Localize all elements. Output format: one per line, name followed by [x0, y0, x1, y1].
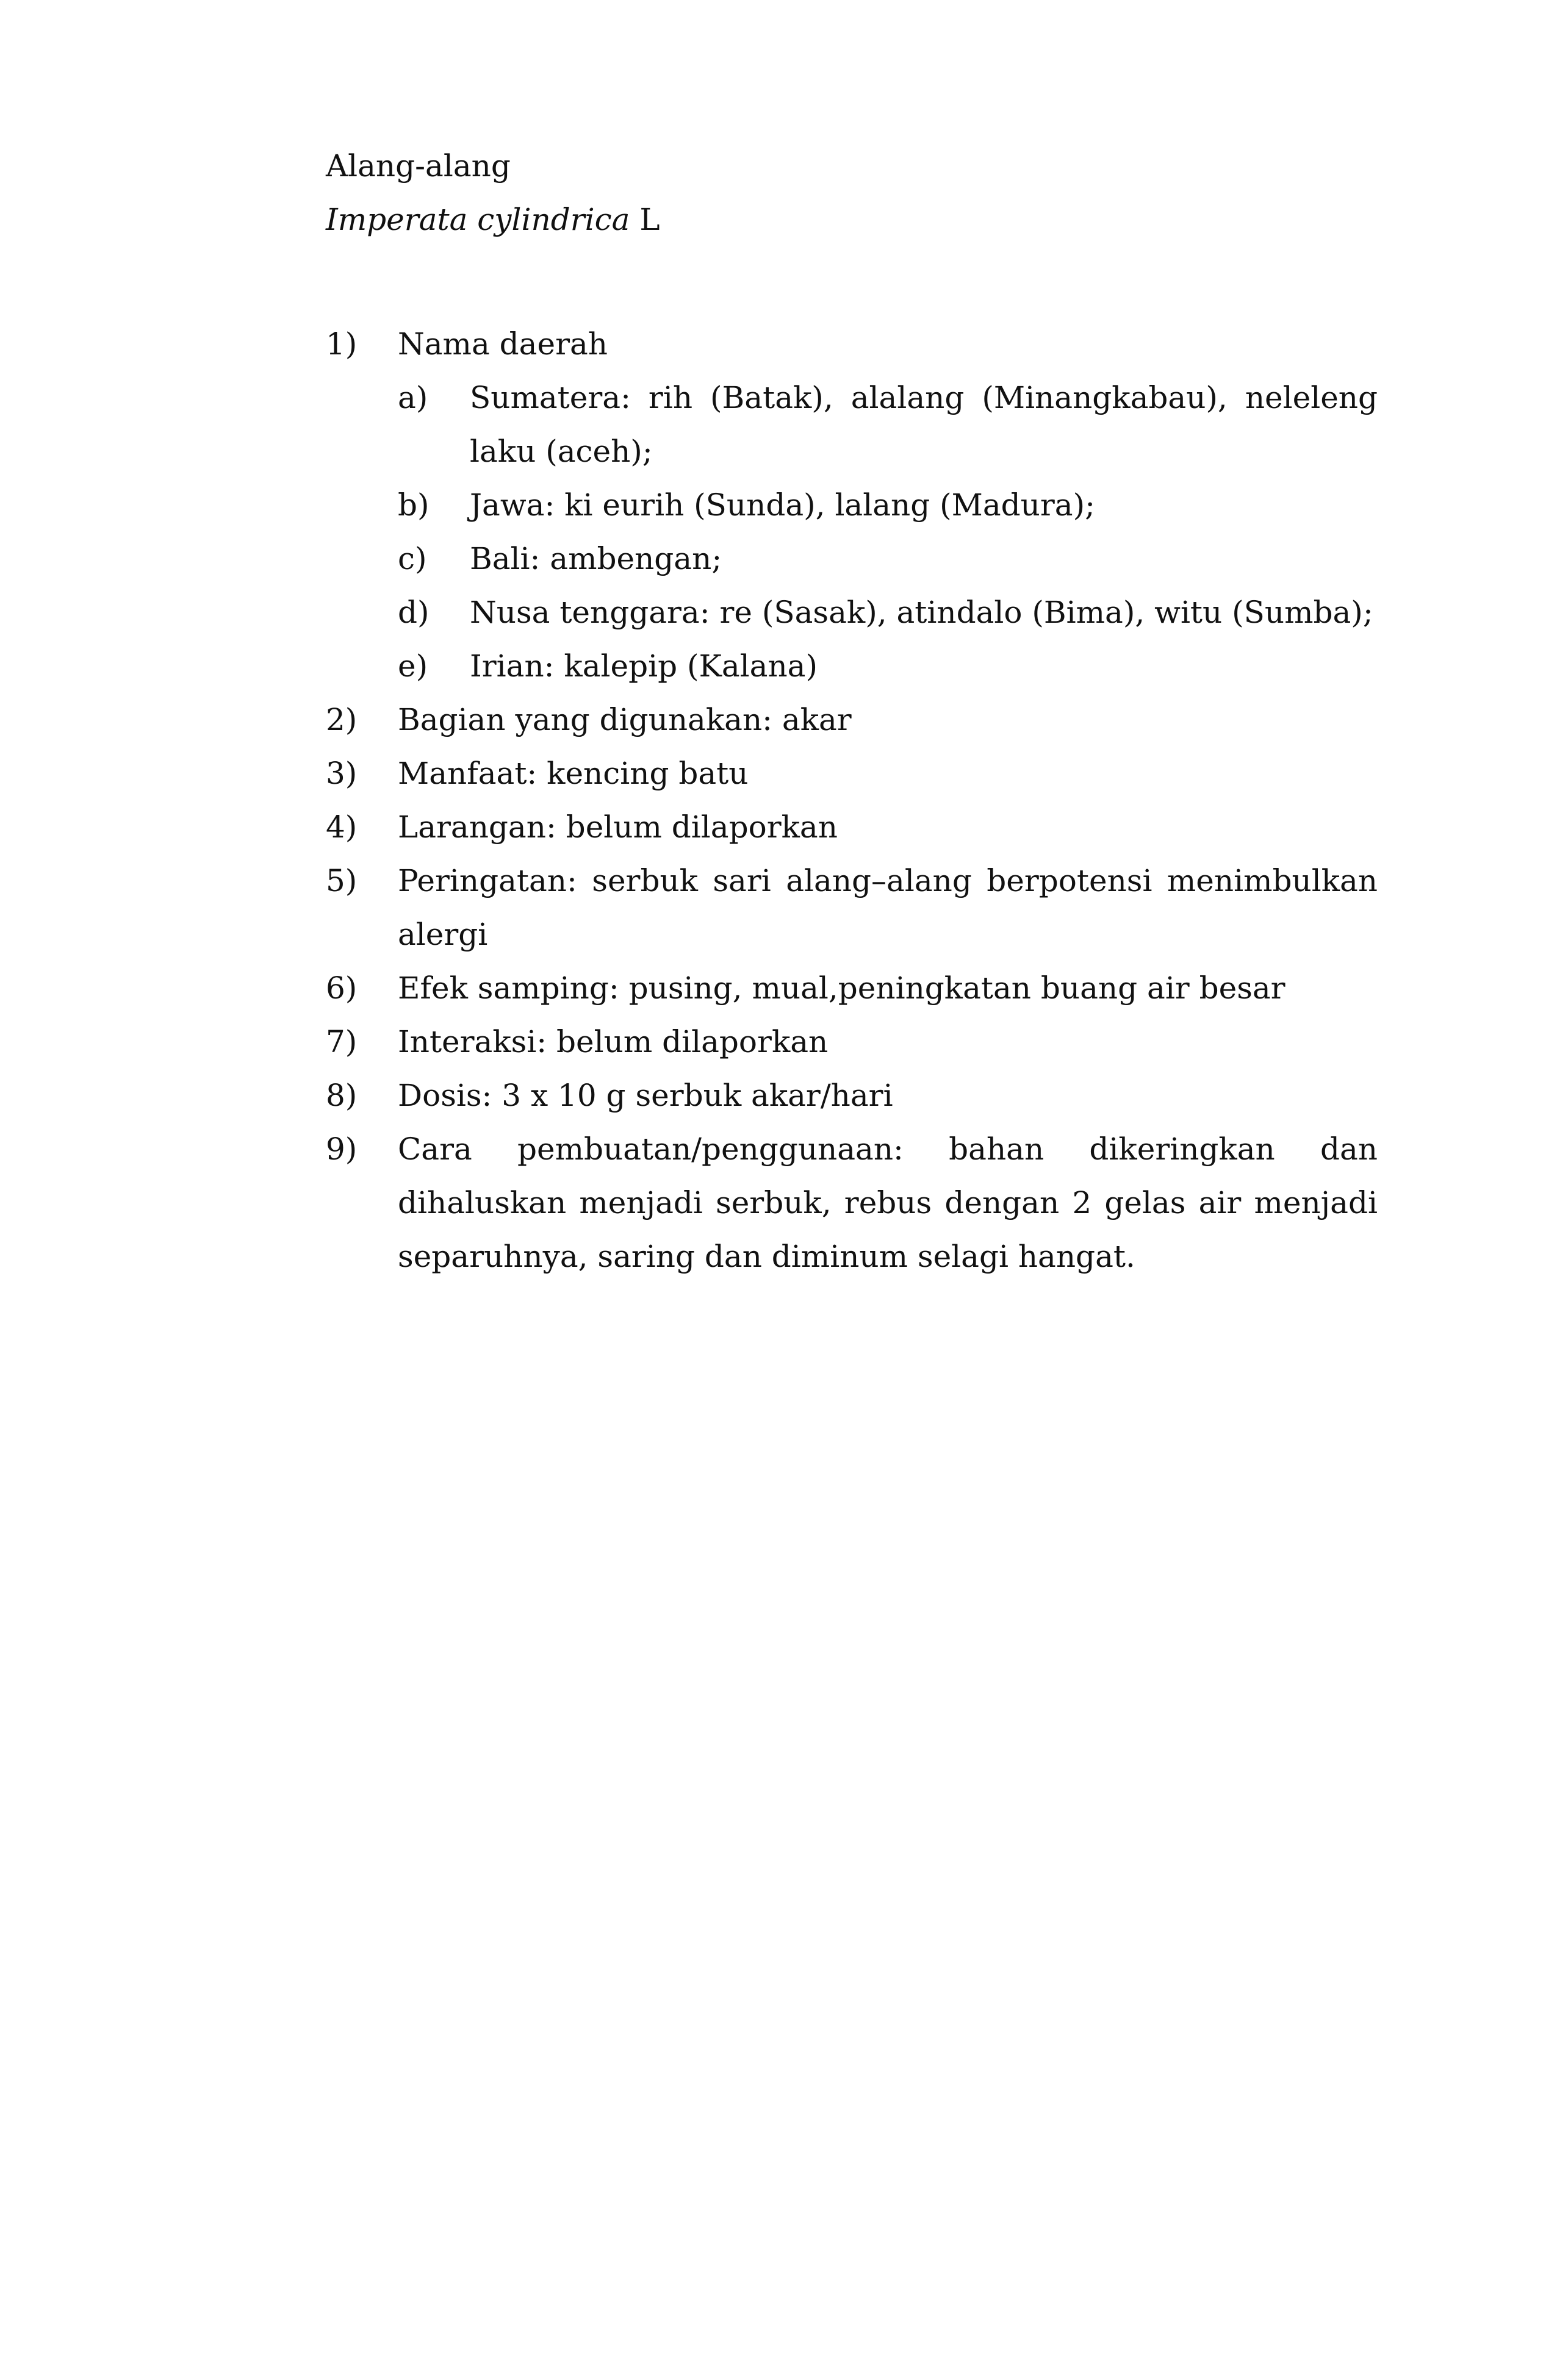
list-item-3	[326, 747, 1378, 800]
list-text: Larangan: belum dilaporkan	[398, 809, 838, 845]
list-number: 1)	[326, 326, 358, 362]
plant-common-name: Alang-alang	[326, 148, 511, 184]
sub-text: Irian: kalepip (Kalana)	[470, 648, 818, 684]
list-number: 3)	[326, 756, 358, 791]
list-number: 9)	[326, 1131, 358, 1167]
sub-item-a	[398, 371, 1378, 478]
sub-letter: b)	[398, 487, 430, 523]
list-number: 6)	[326, 970, 358, 1006]
spacer	[326, 246, 1378, 317]
sub-text: Jawa: ki eurih (Sunda), lalang (Madura);	[470, 487, 1095, 523]
sub-text: Sumatera: rih (Batak), alalang (Minangkabau), neleleng laku (aceh);	[470, 380, 1378, 469]
latin-name-author: L	[630, 202, 660, 237]
list-item-4	[326, 800, 1378, 854]
list-item-9	[326, 1122, 1378, 1283]
list-number: 8)	[326, 1078, 358, 1113]
list-number: 4)	[326, 809, 358, 845]
list-item-6	[326, 961, 1378, 1015]
list-item-7	[326, 1015, 1378, 1069]
list-item-5	[326, 854, 1378, 961]
sub-letter: d)	[398, 595, 430, 630]
list-text: Cara pembuatan/penggunaan: bahan dikeringkan dan dihaluskan menjadi serbuk, rebus dengan 2 gelas air menjadi separuhnya, saring dan diminum selagi hangat.	[398, 1131, 1378, 1274]
list-text: Interaksi: belum dilaporkan	[398, 1024, 829, 1059]
sub-letter: e)	[398, 648, 428, 684]
sub-text: Nusa tenggara: re (Sasak), atindalo (Bima), witu (Sumba);	[470, 595, 1373, 630]
list-item-2	[326, 693, 1378, 747]
sub-text: Bali: ambengan;	[470, 541, 722, 576]
latin-name-italic: Imperata cylindrica	[326, 202, 630, 237]
list-number: 5)	[326, 863, 358, 898]
list-number: 7)	[326, 1024, 358, 1059]
list-text: Manfaat: kencing batu	[398, 756, 749, 791]
plant-latin-name	[326, 193, 1378, 246]
list-item-1	[326, 317, 1378, 371]
list-text: Nama daerah	[398, 326, 608, 362]
list-text: Dosis: 3 x 10 g serbuk akar/hari	[398, 1078, 893, 1113]
list-number: 2)	[326, 702, 358, 737]
list-text: Peringatan: serbuk sari alang–alang berpotensi menimbulkan alergi	[398, 863, 1378, 952]
sub-letter: c)	[398, 541, 427, 576]
sub-item-d	[398, 586, 1378, 639]
sub-item-c	[398, 532, 1378, 586]
sub-item-e	[398, 639, 1378, 693]
list-text: Efek samping: pusing, mual,peningkatan buang air besar	[398, 970, 1286, 1006]
document-content	[326, 139, 1378, 1283]
sub-letter: a)	[398, 380, 428, 415]
sub-item-b	[398, 478, 1378, 532]
list-item-8	[326, 1069, 1378, 1122]
list-text: Bagian yang digunakan: akar	[398, 702, 852, 737]
